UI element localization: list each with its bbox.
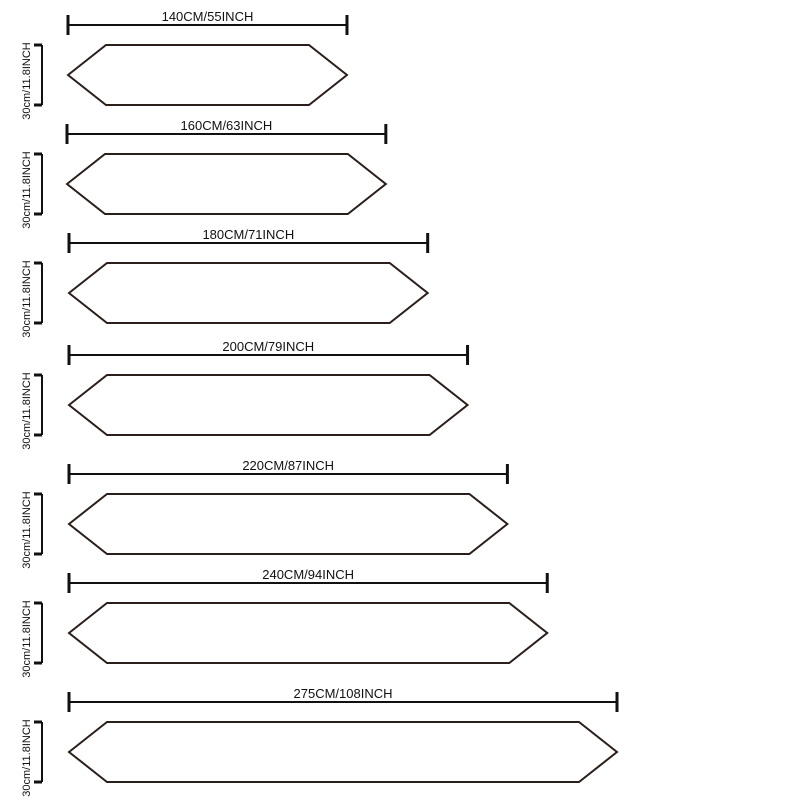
table-runner-shape [67,154,386,214]
height-label: 30cm/11.8INCH [21,600,33,678]
length-label: 180CM/71INCH [202,227,295,242]
height-label: 30cm/11.8INCH [21,491,33,569]
height-label: 30cm/11.8INCH [21,719,33,797]
table-runner-shape [69,263,428,323]
runner-row [21,567,547,678]
height-label: 30cm/11.8INCH [21,42,33,120]
height-label: 30cm/11.8INCH [21,151,33,229]
height-label: 30cm/11.8INCH [21,372,33,450]
table-runner-shape [68,45,347,105]
length-label: 240CM/94INCH [262,567,355,582]
table-runner-shape [69,375,468,435]
table-runner-shape [69,722,617,782]
runner-row [21,118,386,229]
runner-row [21,9,347,120]
length-label: 160CM/63INCH [180,118,273,133]
runner-row [21,227,428,338]
runner-row [21,458,507,569]
table-runner-shape [69,603,547,663]
length-label: 220CM/87INCH [242,458,335,473]
runner-row [21,686,617,797]
length-label: 200CM/79INCH [222,339,315,354]
runner-row [21,339,468,450]
length-label: 140CM/55INCH [161,9,254,24]
table-runner-shape [69,494,507,554]
length-label: 275CM/108INCH [293,686,393,701]
height-label: 30cm/11.8INCH [21,260,33,338]
